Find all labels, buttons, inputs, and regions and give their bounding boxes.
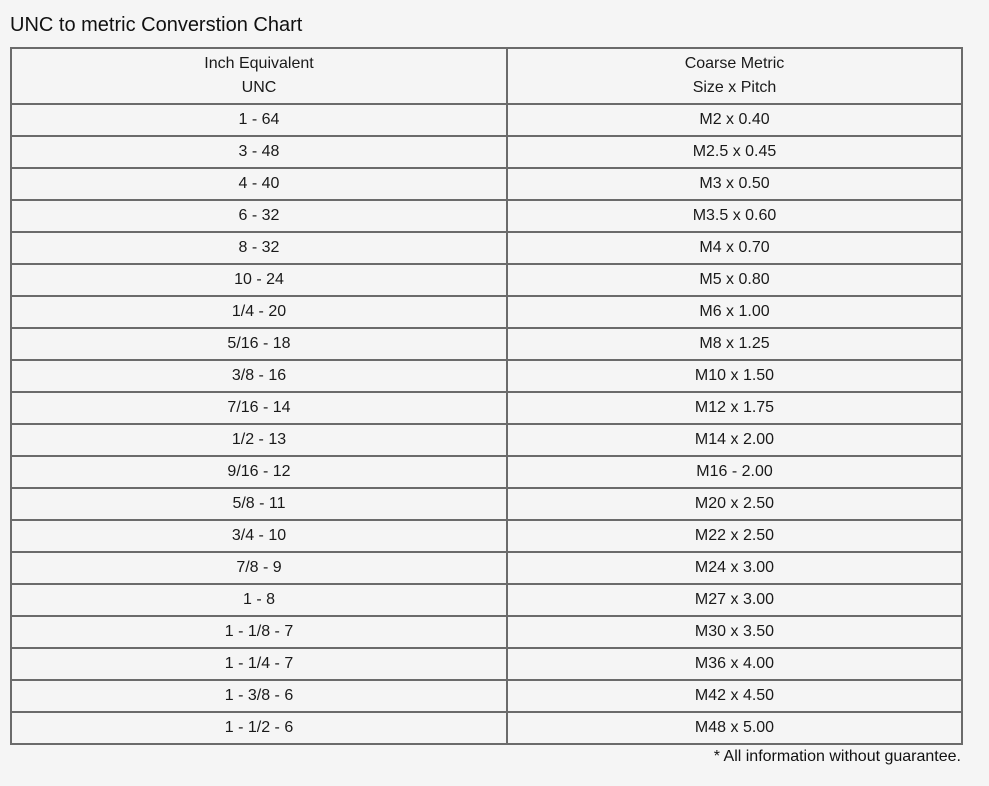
table-row [11,360,962,392]
table-row [11,648,962,680]
table-row [11,392,962,424]
column-header-unc-line1: Inch Equivalent [204,55,314,72]
cell-unc: 1/2 - 13 [11,424,507,456]
cell-unc: 3 - 48 [11,136,507,168]
table-row [11,488,962,520]
column-header-unc-line2: UNC [241,79,277,96]
cell-unc: 5/16 - 18 [11,328,507,360]
cell-metric: M22 x 2.50 [507,520,962,552]
cell-metric: M6 x 1.00 [507,296,962,328]
cell-metric: M42 x 4.50 [507,680,962,712]
cell-metric: M24 x 3.00 [507,552,962,584]
table-row [11,712,962,744]
conversion-table [10,47,963,745]
cell-unc: 7/16 - 14 [11,392,507,424]
table-header-row [11,48,962,104]
footnote: * All information without guarantee. [713,748,961,765]
cell-unc: 1 - 1/2 - 6 [11,712,507,744]
table-row [11,104,962,136]
table-row [11,200,962,232]
cell-unc: 8 - 32 [11,232,507,264]
cell-metric: M36 x 4.00 [507,648,962,680]
cell-unc: 1 - 1/4 - 7 [11,648,507,680]
cell-unc: 1/4 - 20 [11,296,507,328]
cell-metric: M8 x 1.25 [507,328,962,360]
cell-metric: M27 x 3.00 [507,584,962,616]
cell-unc: 3/4 - 10 [11,520,507,552]
cell-unc: 1 - 8 [11,584,507,616]
cell-unc: 4 - 40 [11,168,507,200]
cell-metric: M10 x 1.50 [507,360,962,392]
cell-unc: 6 - 32 [11,200,507,232]
cell-unc: 10 - 24 [11,264,507,296]
cell-metric: M14 x 2.00 [507,424,962,456]
cell-metric: M3.5 x 0.60 [507,200,962,232]
cell-unc: 5/8 - 11 [11,488,507,520]
cell-unc: 1 - 3/8 - 6 [11,680,507,712]
column-header-metric-line2: Size x Pitch [692,79,777,96]
table-row [11,264,962,296]
cell-unc: 7/8 - 9 [11,552,507,584]
cell-unc: 3/8 - 16 [11,360,507,392]
table-row [11,552,962,584]
cell-metric: M30 x 3.50 [507,616,962,648]
cell-metric: M4 x 0.70 [507,232,962,264]
cell-unc: 9/16 - 12 [11,456,507,488]
table-row [11,232,962,264]
table-row [11,296,962,328]
column-header-metric [507,48,962,104]
table-row [11,328,962,360]
table-row [11,456,962,488]
cell-metric: M5 x 0.80 [507,264,962,296]
cell-metric: M16 - 2.00 [507,456,962,488]
cell-metric: M2.5 x 0.45 [507,136,962,168]
cell-metric: M48 x 5.00 [507,712,962,744]
table-row [11,520,962,552]
cell-metric: M3 x 0.50 [507,168,962,200]
column-header-metric-line1: Coarse Metric [684,55,785,72]
column-header-unc [11,48,507,104]
table-row [11,616,962,648]
cell-metric: M2 x 0.40 [507,104,962,136]
cell-metric: M20 x 2.50 [507,488,962,520]
cell-unc: 1 - 64 [11,104,507,136]
table-body [11,104,962,744]
table-row [11,584,962,616]
cell-unc: 1 - 1/8 - 7 [11,616,507,648]
cell-metric: M12 x 1.75 [507,392,962,424]
table-row [11,136,962,168]
table-row [11,168,962,200]
page-title: UNC to metric Converstion Chart [10,14,303,36]
table-row [11,680,962,712]
table-row [11,424,962,456]
